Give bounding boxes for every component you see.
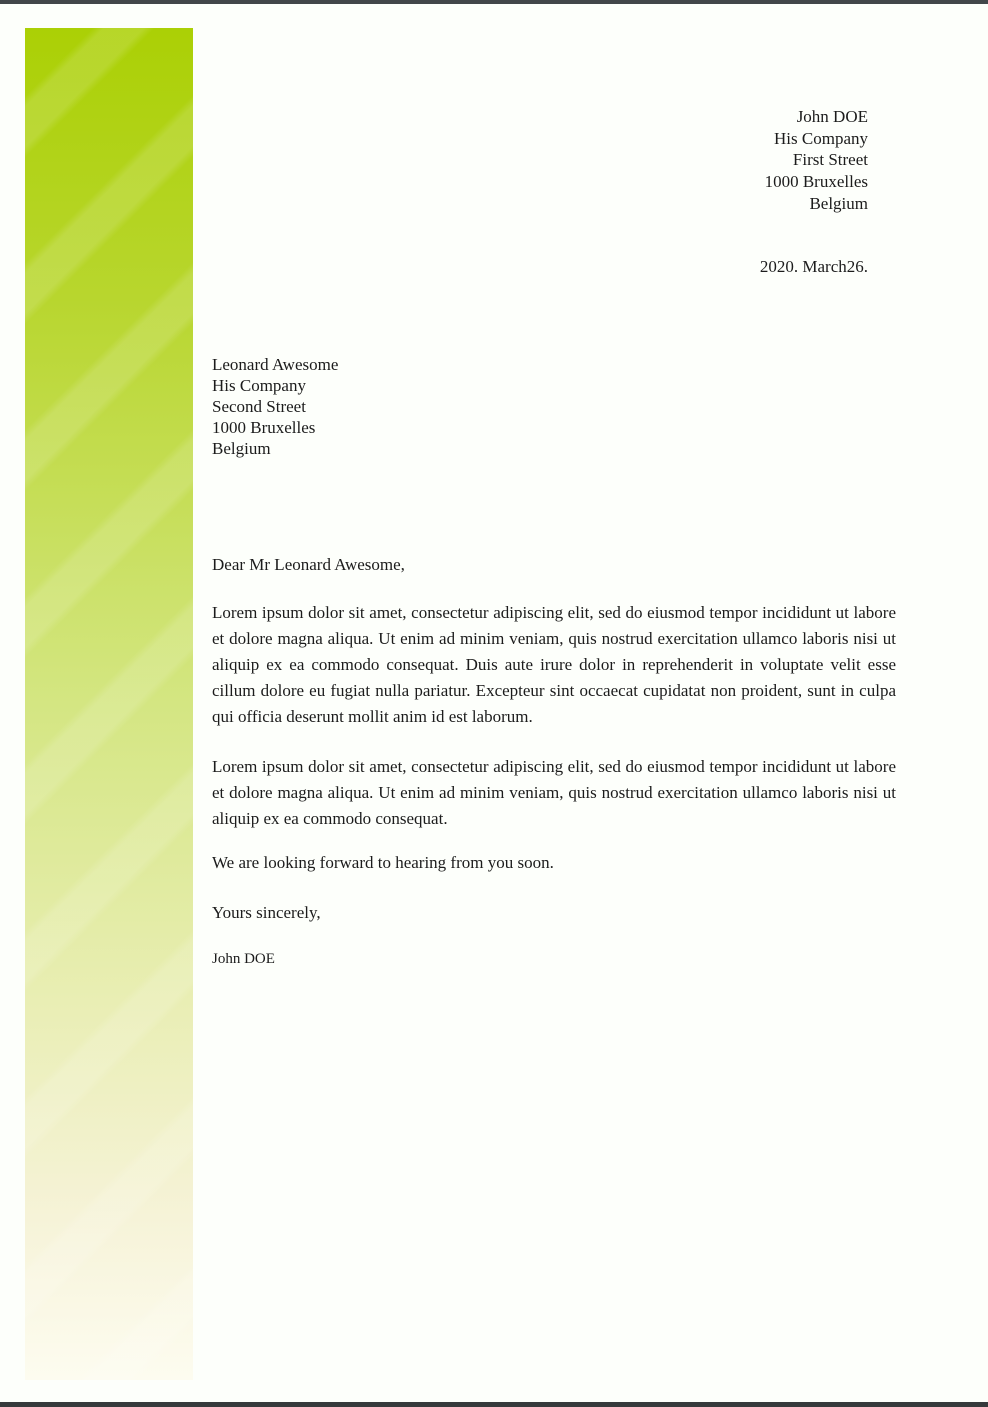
recipient-company: His Company — [212, 376, 306, 395]
sender-city: 1000 Bruxelles — [764, 172, 868, 192]
signature-name: John DOE — [212, 951, 275, 967]
valediction: Yours sincerely, — [212, 903, 321, 922]
body-paragraph-1: Lorem ipsum dolor sit amet, consectetur adipiscing elit, sed do eiusmod tempor incididunt ut labore et dolore magna aliqua. Ut enim ad minim veniam, quis nostrud exercitation ullamco laboris nisi ut aliquip ex ea commodo consequat. Duis aute irure dolor in reprehenderit in voluptate velit esse cillum dolore eu fugiat nulla pariatur. Excepteur sint occaecat cupidatat non proident, sunt in culpa qui officia deserunt mollit anim id est laborum. — [212, 603, 896, 726]
salutation: Dear Mr Leonard Awesome, — [212, 555, 405, 574]
recipient-country: Belgium — [212, 439, 271, 458]
date-line: 2020. March26. — [759, 257, 868, 276]
sender-address-block — [765, 106, 868, 215]
recipient-street: Second Street — [212, 397, 306, 416]
page-top-border — [0, 0, 988, 4]
recipient-city: 1000 Bruxelles — [212, 418, 316, 437]
recipient-address-block — [212, 354, 338, 459]
body-paragraph-2: Lorem ipsum dolor sit amet, consectetur adipiscing elit, sed do eiusmod tempor incididunt ut labore et dolore magna aliqua. Ut enim ad minim veniam, quis nostrud exercitation ullamco laboris nisi ut aliquip ex ea commodo consequat. — [212, 757, 896, 828]
recipient-name: Leonard Awesome — [212, 355, 339, 374]
closing-line: We are looking forward to hearing from you soon. — [212, 853, 554, 872]
page-bottom-border — [0, 1402, 988, 1407]
sender-company: His Company — [774, 128, 868, 148]
sender-country: Belgium — [809, 193, 868, 213]
sender-street: First Street — [792, 150, 868, 170]
sender-name: John DOE — [796, 107, 868, 126]
green-gradient-sidebar — [25, 28, 193, 1380]
